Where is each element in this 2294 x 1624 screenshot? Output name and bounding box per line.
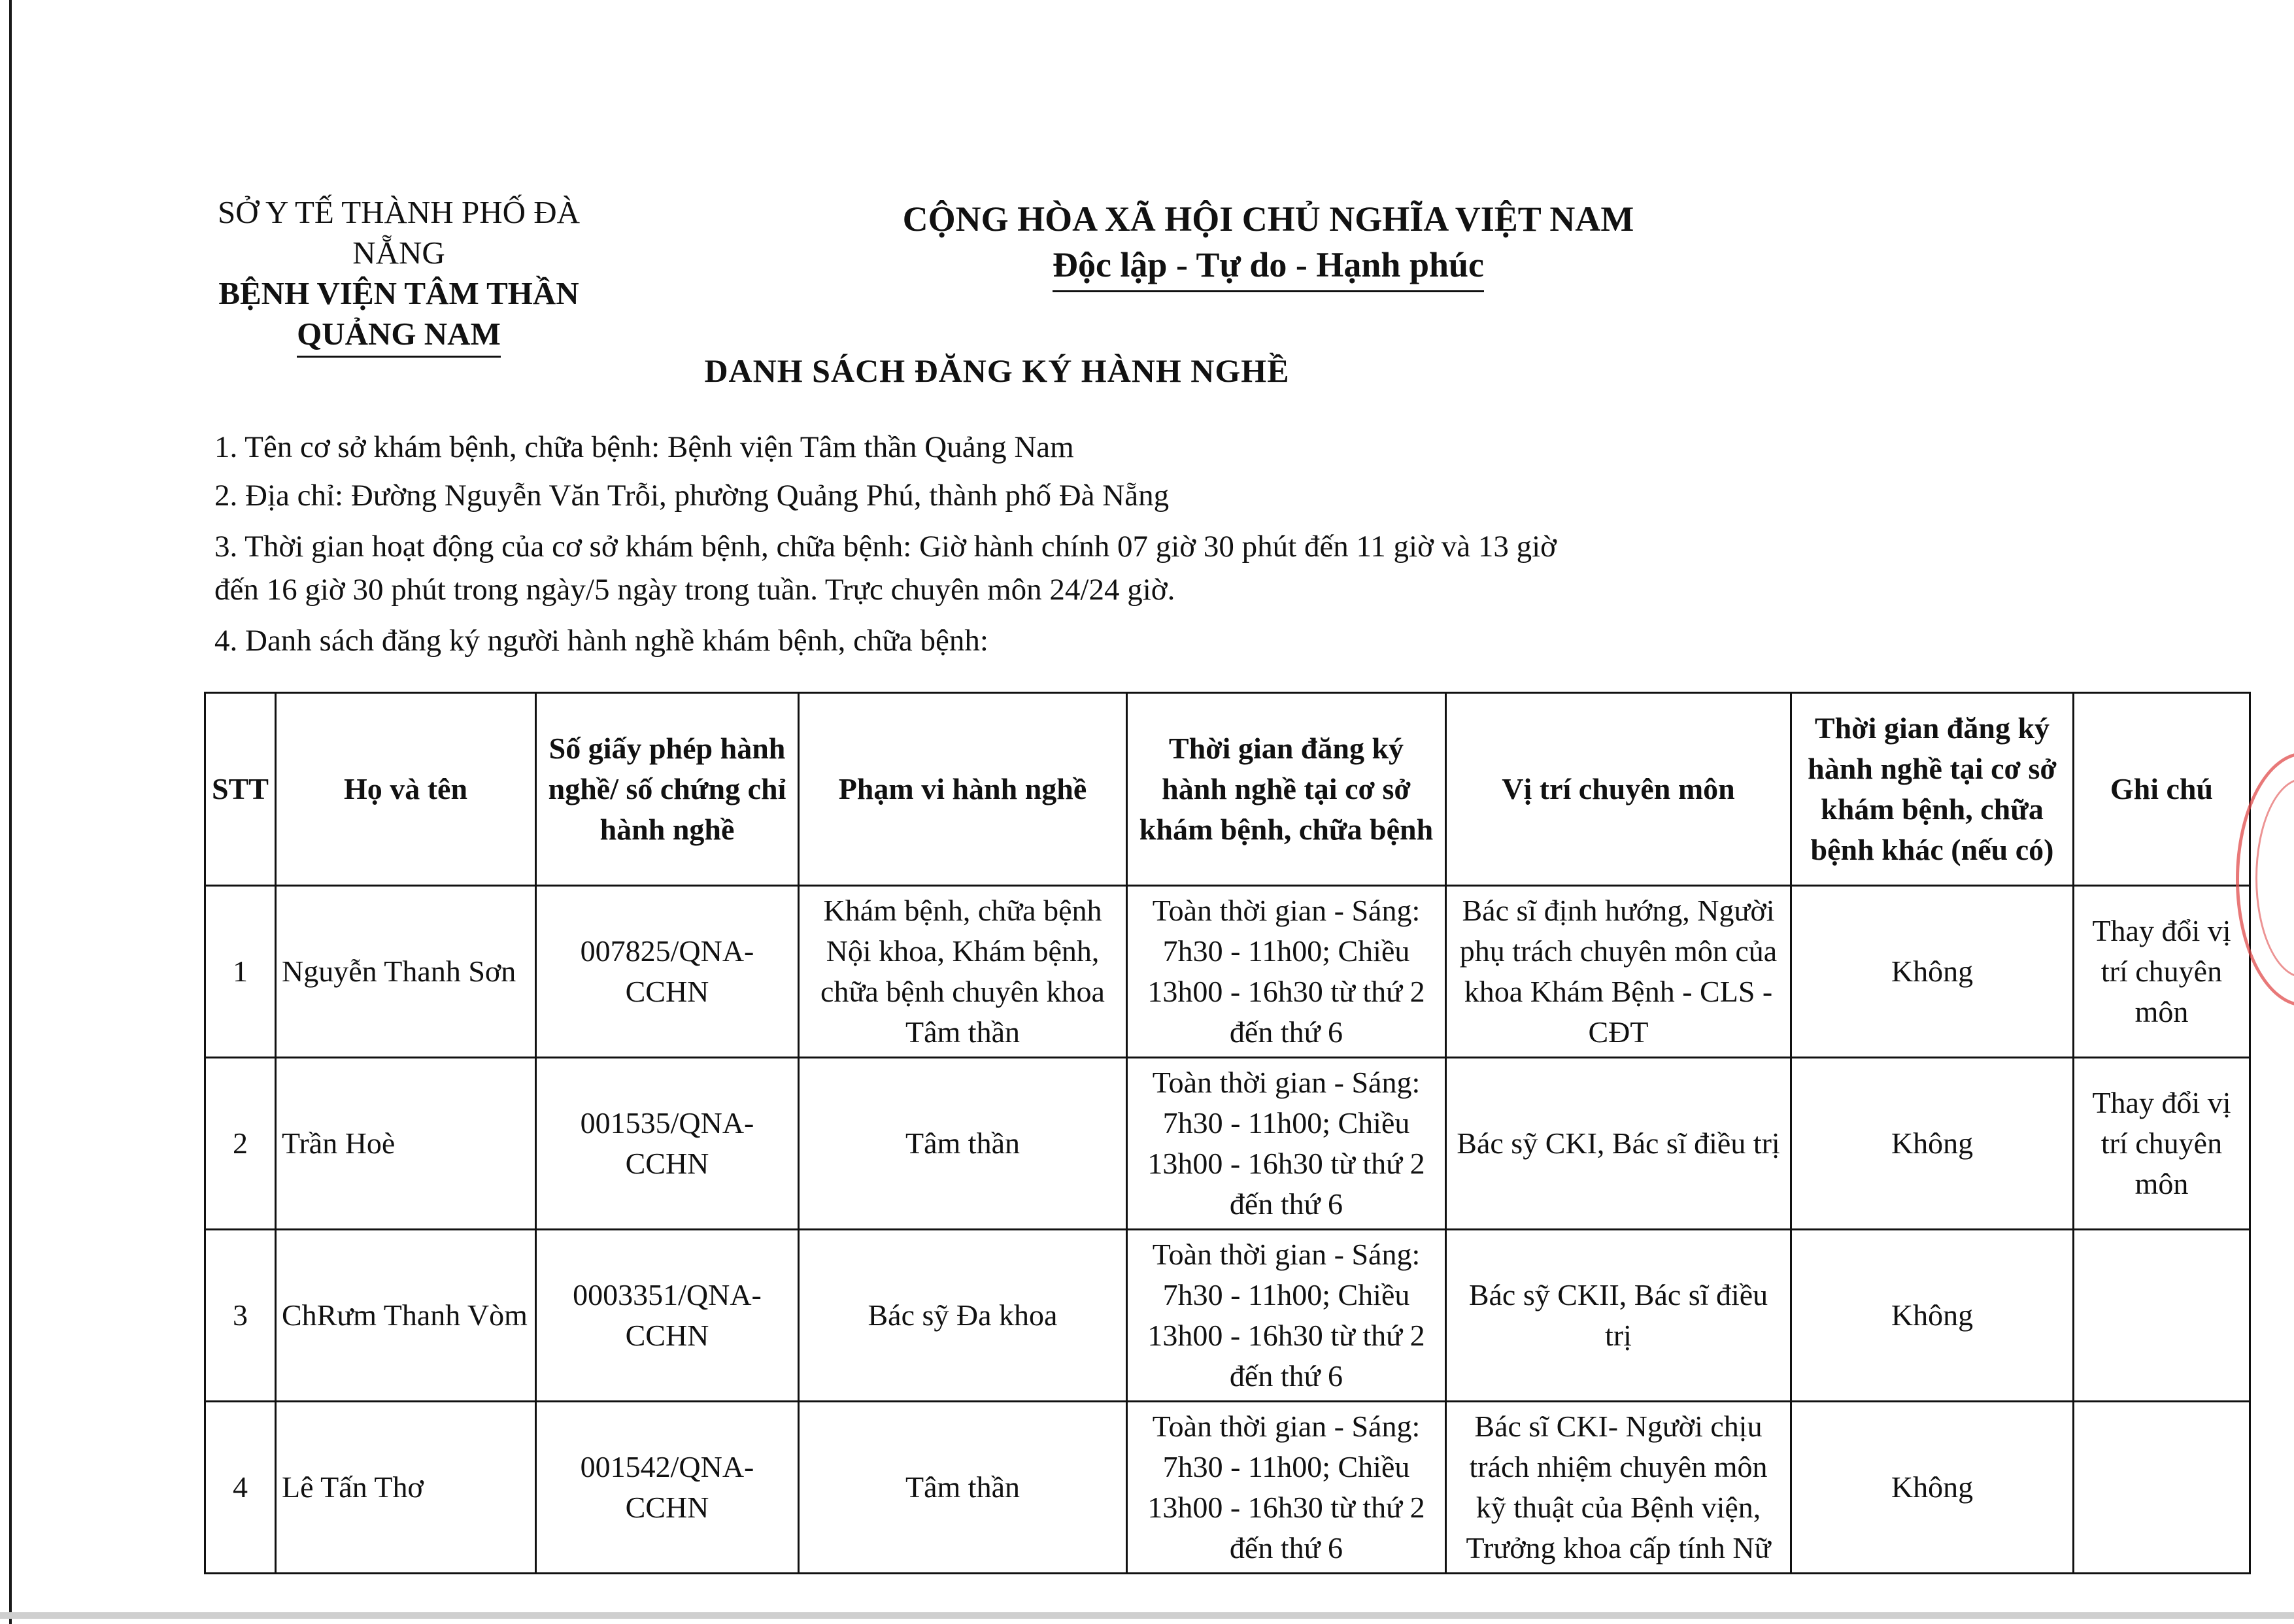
- cell-stt: 3: [205, 1230, 276, 1402]
- cell-license: 007825/QNA-CCHN: [536, 886, 799, 1058]
- cell-license: 0003351/QNA-CCHN: [536, 1230, 799, 1402]
- national-header: [850, 196, 1687, 292]
- cell-stt: 2: [205, 1058, 276, 1230]
- cell-position: Bác sĩ định hướng, Người phụ trách chuyên môn của khoa Khám Bệnh - CLS - CĐT: [1446, 886, 1791, 1058]
- table-row: [205, 1230, 2250, 1402]
- cell-position: Bác sỹ CKI, Bác sĩ điều trị: [1446, 1058, 1791, 1230]
- scan-edge: [9, 0, 12, 1624]
- info-line-2: 2. Địa chỉ: Đường Nguyễn Văn Trỗi, phường Quảng Phú, thành phố Đà Nẵng: [214, 479, 1170, 513]
- header-time: Thời gian đăng ký hành nghề tại cơ sở khám bệnh, chữa bệnh: [1127, 693, 1446, 886]
- cell-other-time: Không: [1791, 1230, 2074, 1402]
- cell-scope: Khám bệnh, chữa bệnh Nội khoa, Khám bệnh, chữa bệnh chuyên khoa Tâm thần: [799, 886, 1127, 1058]
- header-position: Vị trí chuyên môn: [1446, 693, 1791, 886]
- cell-name: Lê Tấn Thơ: [276, 1402, 536, 1574]
- cell-other-time: Không: [1791, 1058, 2074, 1230]
- motto: Độc lập - Tự do - Hạnh phúc: [1053, 242, 1484, 292]
- scan-edge-bottom: [0, 1612, 2294, 1619]
- cell-note: [2074, 1230, 2250, 1402]
- cell-other-time: Không: [1791, 886, 2074, 1058]
- issuing-agency: [216, 192, 582, 358]
- cell-license: 001535/QNA-CCHN: [536, 1058, 799, 1230]
- cell-stt: 1: [205, 886, 276, 1058]
- cell-stt: 4: [205, 1402, 276, 1574]
- cell-time: Toàn thời gian - Sáng: 7h30 - 11h00; Chiều 13h00 - 16h30 từ thứ 2 đến thứ 6: [1127, 1230, 1446, 1402]
- registration-table: [204, 692, 2251, 1574]
- cell-note: Thay đổi vị trí chuyên môn: [2074, 1058, 2250, 1230]
- info-line-3-cont: đến 16 giờ 30 phút trong ngày/5 ngày trong tuần. Trực chuyên môn 24/24 giờ.: [214, 573, 1175, 607]
- cell-time: Toàn thời gian - Sáng: 7h30 - 11h00; Chiều 13h00 - 16h30 từ thứ 2 đến thứ 6: [1127, 886, 1446, 1058]
- cell-license: 001542/QNA-CCHN: [536, 1402, 799, 1574]
- info-line-1: 1. Tên cơ sở khám bệnh, chữa bệnh: Bệnh viện Tâm thần Quảng Nam: [214, 430, 1074, 464]
- cell-scope: Bác sỹ Đa khoa: [799, 1230, 1127, 1402]
- cell-scope: Tâm thần: [799, 1402, 1127, 1574]
- header-name: Họ và tên: [276, 693, 536, 886]
- header-scope: Phạm vi hành nghề: [799, 693, 1127, 886]
- info-line-4: 4. Danh sách đăng ký người hành nghề khám bệnh, chữa bệnh:: [214, 624, 988, 658]
- table-header-row: [205, 693, 2250, 886]
- agency-line-1: SỞ Y TẾ THÀNH PHỐ ĐÀ NẴNG: [217, 194, 580, 271]
- info-line-3: 3. Thời gian hoạt động của cơ sở khám bệnh, chữa bệnh: Giờ hành chính 07 giờ 30 phút đến 11 giờ và 13 giờ: [214, 530, 1557, 564]
- header-note: Ghi chú: [2074, 693, 2250, 886]
- document-title: DANH SÁCH ĐĂNG KÝ HÀNH NGHỀ: [704, 352, 1290, 389]
- header-license: Số giấy phép hành nghề/ số chứng chỉ hành nghề: [536, 693, 799, 886]
- table-row: [205, 886, 2250, 1058]
- cell-name: ChRưm Thanh Vòm: [276, 1230, 536, 1402]
- cell-note: Thay đổi vị trí chuyên môn: [2074, 886, 2250, 1058]
- table-row: [205, 1402, 2250, 1574]
- table-row: [205, 1058, 2250, 1230]
- country-name: CỘNG HÒA XÃ HỘI CHỦ NGHĨA VIỆT NAM: [902, 199, 1634, 239]
- cell-note: [2074, 1402, 2250, 1574]
- cell-scope: Tâm thần: [799, 1058, 1127, 1230]
- cell-name: Trần Hoè: [276, 1058, 536, 1230]
- cell-time: Toàn thời gian - Sáng: 7h30 - 11h00; Chiều 13h00 - 16h30 từ thứ 2 đến thứ 6: [1127, 1402, 1446, 1574]
- agency-line-2: BỆNH VIỆN TÂM THẦN: [218, 275, 579, 311]
- cell-position: Bác sĩ CKI- Người chịu trách nhiệm chuyên môn kỹ thuật của Bệnh viện, Trưởng khoa cấp tính Nữ: [1446, 1402, 1791, 1574]
- header-stt: STT: [205, 693, 276, 886]
- header-other-time: Thời gian đăng ký hành nghề tại cơ sở khám bệnh, chữa bệnh khác (nếu có): [1791, 693, 2074, 886]
- cell-name: Nguyễn Thanh Sơn: [276, 886, 536, 1058]
- cell-position: Bác sỹ CKII, Bác sĩ điều trị: [1446, 1230, 1791, 1402]
- cell-other-time: Không: [1791, 1402, 2074, 1574]
- agency-line-3: QUẢNG NAM: [297, 314, 501, 358]
- cell-time: Toàn thời gian - Sáng: 7h30 - 11h00; Chiều 13h00 - 16h30 từ thứ 2 đến thứ 6: [1127, 1058, 1446, 1230]
